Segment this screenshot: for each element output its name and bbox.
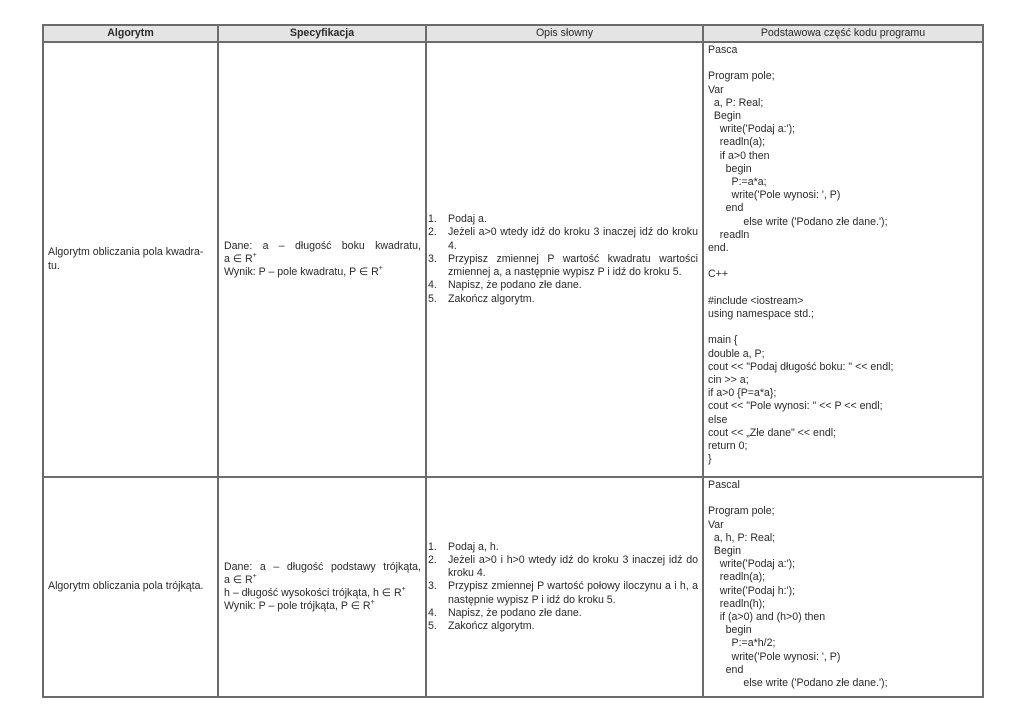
spec-line: Dane: a – długość boku kwadratu, — [224, 239, 421, 252]
algorithm-table — [42, 24, 984, 698]
table-row — [43, 477, 983, 697]
step-list — [427, 541, 698, 633]
list-item: 5. Zakończ algorytm. — [428, 292, 535, 305]
spec-line: Wynik: P – pole kwadratu, P ∈ R+ — [224, 265, 383, 279]
algorithm-cell — [43, 42, 218, 477]
header-description: Opis słowny — [426, 25, 703, 42]
spec-line: h – długość wysokości trójkąta, h ∈ R+ — [224, 586, 406, 599]
spec-line: a ∈ R+ — [224, 572, 257, 586]
description-cell — [426, 477, 703, 697]
step-list — [427, 213, 698, 305]
specification-cell — [218, 477, 426, 697]
header-specification: Specyfikacja — [218, 25, 426, 42]
spec-line: Wynik: P – pole trójkąta, P ∈ R+ — [224, 599, 375, 613]
header-row — [43, 25, 983, 42]
spec-line: Dane: a – długość podstawy trójkąta, — [224, 560, 421, 573]
list-item: 5. Zakończ algorytm. — [428, 620, 535, 632]
list-item: 3. Przypisz zmiennej P wartość połowy iloczynu a i h, a następnie wypisz P i idź do kroku 5. — [428, 580, 698, 606]
list-item: 4. Napisz, że podano złe dane. — [428, 606, 582, 619]
list-item: 2. Jeżeli a>0 wtedy idź do kroku 3 inaczej idź do kroku 4. — [428, 226, 698, 252]
table-row — [43, 42, 983, 477]
code-listing: Pasca Program pole; Var a, P: Real; Begin write('Podaj a:'); readln(a); if a>0 then begin P:=a*a; write('Pole wynosi: ', P) end else write ('Podano złe dane.'); readln end. C++ #include <iostream> using namespace std.; main { double a, P; cout << "Podaj długość boku: " << endl; cin >> a; if a>0 {P=a*a}; cout << "Pole wynosi: " << P << endl; else cout << „Złe dane" << endl; return 0; } — [708, 44, 894, 466]
description-cell — [426, 42, 703, 477]
list-item: 1. Podaj a, h. — [428, 540, 499, 553]
algorithm-name: Algorytm obliczania pola trójkąta. — [48, 580, 204, 593]
code-clip — [708, 479, 982, 695]
algorithm-name: Algorytm obliczania pola kwadra- tu. — [48, 246, 204, 272]
specification-cell — [218, 42, 426, 477]
list-item: 4. Napisz, że podano złe dane. — [428, 279, 582, 292]
spec-line: a ∈ R+ — [224, 251, 257, 265]
code-listing: Pascal Program pole; Var a, h, P: Real; Begin write('Podaj a:'); readln(a); write('Podaj h:'); readln(h); if (a>0) and (h>0) then begin P:=a*h/2; write('Pole wynosi: ', P) end else write ('Podano złe dane.'); — [708, 479, 888, 690]
list-item: 3. Przypisz zmiennej P wartość kwadratu wartości zmiennej a, a następnie wypisz P i idź do kroku 5. — [428, 252, 698, 279]
header-algorithm: Algorytm — [43, 25, 218, 42]
list-item: 1. Podaj a. — [428, 213, 487, 226]
header-code: Podstawowa część kodu programu — [703, 25, 983, 42]
list-item: 2. Jeżeli a>0 i h>0 wtedy idź do kroku 3 inaczej idź do kroku 4. — [428, 553, 698, 580]
code-cell — [703, 477, 983, 697]
algorithm-cell — [43, 477, 218, 697]
code-cell — [703, 42, 983, 477]
